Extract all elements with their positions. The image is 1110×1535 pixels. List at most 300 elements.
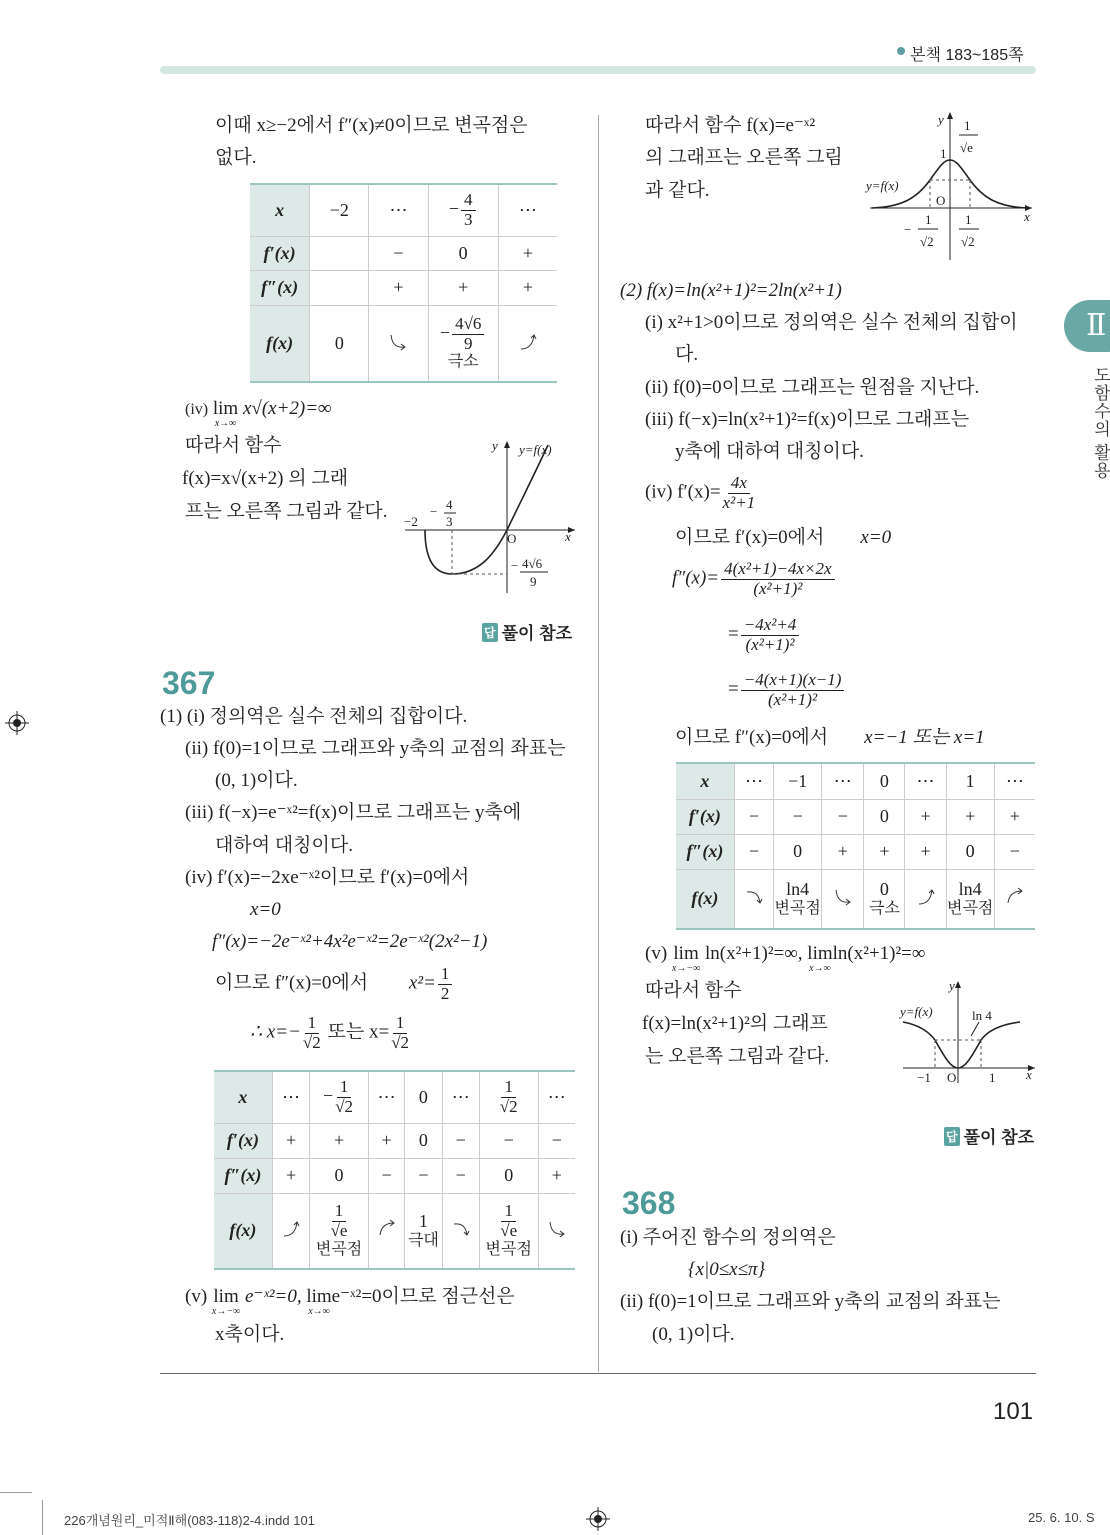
- row-header-cell: [250, 236, 310, 270]
- table-cell: [479, 1193, 538, 1269]
- problem-number: 367: [162, 665, 216, 701]
- cell-value: ⋯: [451, 1086, 470, 1107]
- cell-value: −: [503, 1130, 514, 1151]
- text: 이므로 f″(x)=0에서: [215, 972, 369, 994]
- text-line: (ii) f(0)=1이므로 그래프와 y축의 교점의 좌표는: [620, 1291, 1001, 1312]
- numerator: 1: [393, 1014, 408, 1034]
- text-line: (i) 주어진 함수의 정의역은: [620, 1227, 836, 1248]
- cell-note: 변곡점: [774, 899, 821, 917]
- table-cell: [310, 1158, 369, 1193]
- column-divider: [598, 115, 599, 1372]
- text-line: (iii) f(−x)=ln(x²+1)²=f(x)이므로 그래프는: [645, 409, 970, 430]
- numerator: 1: [337, 1078, 352, 1098]
- cell-value: −: [837, 806, 848, 827]
- table-cell: [734, 799, 773, 834]
- table-cell: [442, 1193, 479, 1269]
- denominator: (x²+1)²: [768, 689, 818, 709]
- variation-table-1: [250, 183, 557, 383]
- cell-value: ⋯: [518, 199, 537, 220]
- fraction: [452, 315, 484, 353]
- tick-label: −: [904, 222, 912, 237]
- text-line: 따라서 함수: [185, 435, 282, 456]
- table-cell: [405, 1158, 442, 1193]
- lim-sub: x→∞: [809, 963, 831, 974]
- lim-text: lim: [212, 398, 239, 419]
- label: (iv): [185, 401, 209, 418]
- cell-value: −: [455, 1165, 466, 1186]
- limit: [212, 1287, 240, 1317]
- denominator: √2: [391, 1032, 410, 1052]
- cell-value: ⋯: [547, 1086, 566, 1107]
- table-cell: [864, 869, 905, 929]
- text-line: x축이다.: [215, 1324, 285, 1345]
- cell-value: +: [522, 277, 533, 298]
- cell-value: +: [879, 841, 890, 862]
- fraction: [723, 474, 756, 512]
- table-cell: [734, 834, 773, 869]
- curve: [903, 1022, 1020, 1068]
- text-line: 따라서 함수 f(x)=e⁻ˣ²: [645, 115, 816, 136]
- table-cell: [822, 763, 864, 799]
- table-cell: [310, 184, 369, 236]
- table-row: [676, 799, 1035, 834]
- cell-value: f″(x): [261, 277, 299, 298]
- text-line: y축에 대하여 대칭이다.: [675, 441, 864, 462]
- cell-value: 1: [965, 770, 975, 791]
- table-row: [676, 869, 1035, 929]
- table-cell: [368, 1193, 404, 1269]
- table-cell: [428, 270, 498, 305]
- expression: e⁻ˣ²=0,: [244, 1286, 302, 1307]
- cell-value: ln4: [958, 879, 982, 900]
- lim-text: lim: [306, 1286, 332, 1307]
- denominator: √e: [330, 1221, 348, 1241]
- expression: f″(x)=: [672, 567, 720, 589]
- text-line: [675, 728, 985, 747]
- variation-table-3: [676, 762, 1035, 930]
- dec-concave-up-arrow-icon: [547, 1218, 567, 1238]
- cell-note: 변곡점: [315, 1240, 363, 1258]
- cell-value: 1: [418, 1211, 428, 1232]
- row-header-cell: [676, 869, 734, 929]
- cell-value: 0: [793, 841, 803, 862]
- cell-value: f″(x): [224, 1165, 262, 1186]
- cell-value: +: [920, 841, 931, 862]
- table-cell: [368, 1071, 404, 1123]
- inc-concave-up-arrow-icon: [916, 886, 936, 906]
- text-line: 따라서 함수: [645, 980, 742, 1001]
- table-cell: [498, 236, 557, 270]
- y-label: y: [938, 112, 944, 127]
- text-line: (ii) f(0)=0이므로 그래프는 원점을 지난다.: [645, 377, 980, 398]
- limit: [213, 399, 238, 429]
- text-line: [645, 474, 757, 512]
- fraction: [391, 1014, 409, 1052]
- table-cell: [428, 305, 498, 382]
- sign: −: [439, 322, 451, 343]
- table-row: [250, 305, 557, 382]
- dec-concave-down-arrow-icon: [744, 886, 764, 906]
- table-cell: [864, 763, 905, 799]
- text-line: 다.: [675, 344, 699, 365]
- table-cell: [368, 1123, 404, 1158]
- cell-value: 0: [334, 332, 344, 353]
- cell-value: f(x): [266, 332, 294, 353]
- registration-mark-icon: [586, 1507, 610, 1531]
- table-cell: [479, 1158, 538, 1193]
- cell-value: +: [285, 1165, 297, 1186]
- fraction: [461, 191, 476, 229]
- fraction: [741, 671, 845, 709]
- cell-value: x: [275, 199, 285, 220]
- cell-value: 0: [965, 841, 975, 862]
- cell-value: −: [748, 806, 760, 827]
- table-cell: [864, 799, 905, 834]
- table-cell: [272, 1158, 309, 1193]
- fraction: [335, 1078, 353, 1116]
- text-line: [645, 944, 925, 974]
- fraction: [500, 1078, 518, 1116]
- cell-value: +: [551, 1165, 562, 1186]
- row-header-cell: [250, 184, 310, 236]
- cell-value: −: [418, 1165, 429, 1186]
- cell-value: +: [965, 806, 976, 827]
- cell-value: 0: [418, 1130, 428, 1151]
- table-cell: [272, 1193, 309, 1269]
- table-cell: [310, 1123, 369, 1158]
- table-cell: [405, 1071, 442, 1123]
- cell-value: f′(x): [226, 1130, 259, 1151]
- cell-value: +: [393, 277, 404, 298]
- graph-3: [895, 978, 1040, 1088]
- text-line: (iii) f(−x)=e⁻ˣ²=f(x)이므로 그래프는 y축에: [185, 802, 522, 823]
- numerator: 1: [305, 1014, 320, 1034]
- table-row: [250, 236, 557, 270]
- text-line: [250, 1014, 411, 1052]
- table-cell: [538, 1071, 575, 1123]
- inc-concave-down-arrow-icon: [377, 1218, 397, 1238]
- denominator: x²+1: [722, 492, 756, 512]
- cell-value: ⋯: [282, 1086, 301, 1107]
- table-cell: [946, 799, 994, 834]
- variation-table-2: [214, 1070, 575, 1270]
- text-line: x=0: [250, 899, 281, 920]
- curve: [425, 445, 548, 574]
- answer-reference: [482, 619, 572, 644]
- text-line: 의 그래프는 오른쪽 그림: [645, 147, 843, 168]
- table-cell: [994, 834, 1035, 869]
- table-cell: [428, 236, 498, 270]
- text: 이므로 f″(x)=0에서: [675, 727, 829, 748]
- inc-concave-up-arrow-icon: [281, 1218, 301, 1238]
- origin-label: O: [947, 1070, 957, 1085]
- table-row: [676, 834, 1035, 869]
- table-row: [214, 1193, 575, 1269]
- text-line: (2) f(x)=ln(x²+1)²=2ln(x²+1): [620, 280, 842, 301]
- tick-label: 4: [446, 497, 453, 512]
- table-cell: [822, 834, 864, 869]
- table-cell: [479, 1123, 538, 1158]
- tick-label: √2: [961, 234, 975, 249]
- cell-value: −: [1009, 841, 1020, 862]
- table-cell: [822, 799, 864, 834]
- text-line: 과 같다.: [645, 180, 710, 201]
- table-cell: [405, 1123, 442, 1158]
- lim-sub: x→−∞: [211, 1306, 241, 1317]
- row-header-cell: [214, 1071, 272, 1123]
- text-line: [185, 1287, 515, 1317]
- row-header-cell: [676, 834, 734, 869]
- table-cell: [428, 184, 498, 236]
- denominator: 2: [440, 983, 450, 1003]
- expression: =: [728, 678, 739, 700]
- text-line: f(x)=ln(x²+1)²의 그래프: [642, 1013, 828, 1034]
- tick-label: 1: [964, 118, 971, 133]
- table-row: [250, 184, 557, 236]
- cell-value: x: [700, 770, 710, 791]
- denominator: 9: [464, 333, 473, 353]
- table-cell: [994, 869, 1035, 929]
- lim-sub: x→∞: [308, 1306, 330, 1317]
- header-bar: [160, 66, 1036, 74]
- text-line: f″(x)=−2e⁻ˣ²+4x²e⁻ˣ²=2e⁻ˣ²(2x²−1): [212, 931, 488, 952]
- label: (v): [645, 943, 668, 964]
- text: 또는 x=: [327, 1021, 390, 1043]
- numerator: 1: [501, 1202, 516, 1222]
- cell-value: f″(x): [686, 841, 724, 862]
- crop-mark: [0, 1492, 32, 1493]
- expression: x=0: [860, 527, 892, 548]
- lim-text: lim: [213, 1286, 239, 1307]
- cell-value: 0: [418, 1086, 428, 1107]
- text-line: (iv) f′(x)=−2xe⁻ˣ²이므로 f′(x)=0에서: [185, 867, 470, 888]
- table-cell: [905, 763, 946, 799]
- table-cell: [498, 184, 557, 236]
- text-line: [215, 965, 454, 1003]
- bullet-icon: [897, 47, 905, 55]
- limit: [306, 1287, 331, 1317]
- label: (v): [185, 1286, 208, 1307]
- expression: x=−1 또는 x=1: [864, 727, 985, 748]
- numerator: 1: [501, 1078, 516, 1098]
- expression: ln(x²+1)²=∞,: [704, 943, 803, 964]
- table-cell: [442, 1123, 479, 1158]
- cell-value: +: [333, 1130, 345, 1151]
- graph-2: [862, 108, 1037, 263]
- tick-label: 1: [940, 146, 947, 161]
- text-line: (ii) f(0)=1이므로 그래프와 y축의 교점의 좌표는: [185, 738, 566, 759]
- x-label: x: [1024, 209, 1030, 224]
- table-cell: [946, 763, 994, 799]
- fraction: [741, 616, 800, 654]
- cell-value: 0: [879, 806, 889, 827]
- x-label: x: [565, 529, 571, 544]
- text-line: (i) x²+1>0이므로 정의역은 실수 전체의 집합이: [645, 312, 1018, 333]
- cell-value: +: [381, 1130, 392, 1151]
- tick-label: −: [430, 504, 438, 519]
- limit: [672, 944, 700, 974]
- table-cell: [822, 869, 864, 929]
- table-cell: [310, 270, 369, 305]
- table-row: [250, 270, 557, 305]
- footer-divider: [160, 1373, 1036, 1374]
- table-cell: [994, 763, 1035, 799]
- dec-concave-down-arrow-icon: [451, 1218, 471, 1238]
- fraction: [438, 965, 453, 1003]
- dec-concave-up-arrow-icon: [388, 331, 408, 351]
- text-line: f(x)=x√(x+2) 의 그래: [182, 468, 349, 489]
- table-cell: [538, 1123, 575, 1158]
- curve-label: y=f(x): [900, 1004, 933, 1019]
- answer-badge: 답: [944, 1127, 960, 1146]
- numerator: 1: [438, 965, 453, 985]
- cell-value: ⋯: [916, 770, 935, 791]
- curve-label: y=f(x): [519, 442, 552, 457]
- cell-value: −2: [329, 199, 349, 220]
- inc-concave-down-arrow-icon: [1005, 886, 1025, 906]
- row-header-cell: [214, 1158, 272, 1193]
- cell-value: 0: [879, 770, 889, 791]
- tick-label: √e: [960, 140, 973, 155]
- denominator: 3: [464, 209, 473, 229]
- cell-value: 0: [504, 1165, 514, 1186]
- text-line: 대하여 대칭이다.: [215, 835, 353, 856]
- numerator: 1: [332, 1202, 347, 1222]
- tick-label: −1: [917, 1070, 931, 1085]
- expression: =: [728, 623, 739, 645]
- table-cell: [774, 834, 822, 869]
- cell-value: +: [1009, 806, 1020, 827]
- x-label: x: [1026, 1067, 1032, 1082]
- table-cell: [272, 1071, 309, 1123]
- table-cell: [498, 305, 557, 382]
- expression: (iv) f′(x)=: [645, 481, 721, 503]
- graph-1: [400, 438, 580, 598]
- cell-note: 극소: [447, 353, 479, 371]
- inc-concave-up-arrow-icon: [518, 331, 538, 351]
- fraction: [721, 560, 834, 598]
- tick-label: ln 4: [972, 1008, 992, 1023]
- expression: ∴ x=−: [250, 1021, 301, 1043]
- cell-note: 극대: [407, 1231, 439, 1249]
- text-line: 없다.: [215, 147, 257, 168]
- denominator: (x²+1)²: [753, 578, 803, 598]
- row-header-cell: [676, 763, 734, 799]
- cell-value: −: [748, 841, 760, 862]
- cell-value: +: [285, 1130, 297, 1151]
- cell-value: +: [837, 841, 848, 862]
- table-cell: [946, 869, 994, 929]
- y-label: y: [949, 978, 955, 993]
- table-cell: [538, 1158, 575, 1193]
- table-row: [214, 1158, 575, 1193]
- text-line: {x|0≤x≤π}: [688, 1259, 766, 1280]
- expression: x²=: [408, 972, 436, 994]
- text-line: (1) (i) 정의역은 실수 전체의 집합이다.: [160, 706, 468, 727]
- lim-sub: x→−∞: [671, 963, 701, 974]
- row-header-cell: [250, 305, 310, 382]
- table-cell: [734, 763, 773, 799]
- answer-badge: 답: [482, 623, 498, 642]
- expression: x√(x+2)=∞: [242, 398, 332, 419]
- answer-text: 풀이 참조: [501, 624, 573, 643]
- origin-label: O: [936, 193, 946, 208]
- registration-mark-icon: [5, 711, 29, 735]
- tick-label: −: [511, 558, 519, 573]
- origin-label: O: [507, 531, 517, 546]
- numerator: −4(x+1)(x−1): [741, 671, 845, 691]
- tick-label: 4√6: [522, 556, 543, 571]
- answer-reference: [944, 1123, 1034, 1148]
- cell-value: 0: [879, 879, 889, 900]
- cell-value: 0: [458, 242, 468, 263]
- table-cell: [774, 799, 822, 834]
- cell-value: 0: [334, 1165, 344, 1186]
- row-header-cell: [676, 799, 734, 834]
- expression: ln(x²+1)²=∞: [832, 943, 926, 964]
- cell-value: ⋯: [744, 770, 763, 791]
- table-cell: [369, 236, 428, 270]
- row-header-cell: [214, 1193, 272, 1269]
- numerator: 4(x²+1)−4x×2x: [721, 560, 834, 580]
- cell-value: −: [551, 1130, 562, 1151]
- dec-concave-up-arrow-icon: [833, 886, 853, 906]
- numerator: −4x²+4: [741, 616, 800, 636]
- cell-value: −: [381, 1165, 392, 1186]
- tick-label: 1: [925, 212, 932, 227]
- footer-filename: 226개념원리_미적Ⅱ해(083-118)2-4.indd 101: [64, 1513, 315, 1528]
- table-cell: [498, 270, 557, 305]
- arrow-icon: [947, 112, 953, 119]
- table-cell: [369, 184, 428, 236]
- tick-label: 1: [965, 212, 972, 227]
- cell-value: +: [920, 806, 931, 827]
- cell-note: 극소: [868, 899, 900, 917]
- y-label: y: [492, 438, 498, 453]
- tick-label: √2: [920, 234, 934, 249]
- lim-sub: x→∞: [214, 418, 237, 429]
- textbook-page-reference: 본책 183~185쪽: [910, 47, 1024, 64]
- table-cell: [905, 834, 946, 869]
- sign: −: [323, 1085, 334, 1106]
- fraction: [331, 1202, 348, 1240]
- table-cell: [946, 834, 994, 869]
- cell-value: x: [238, 1086, 248, 1107]
- denominator: √2: [335, 1096, 354, 1116]
- text-line: [675, 528, 891, 547]
- footer-date: 25. 6. 10. S: [1028, 1510, 1095, 1525]
- answer-text: 풀이 참조: [963, 1128, 1035, 1147]
- text-line: [672, 560, 837, 598]
- lim-text: lim: [807, 943, 833, 964]
- cell-value: −: [792, 806, 803, 827]
- table-cell: [994, 799, 1035, 834]
- arrow-icon: [504, 441, 510, 448]
- table-cell: [864, 834, 905, 869]
- cell-value: ln4: [786, 879, 810, 900]
- chapter-title: 도함수의 활용: [1091, 366, 1110, 480]
- tick-label: 1: [989, 1070, 996, 1085]
- table-cell: [734, 869, 773, 929]
- table-cell: [905, 869, 946, 929]
- cell-value: −: [455, 1130, 466, 1151]
- table-cell: [310, 236, 369, 270]
- tick-label: 3: [446, 514, 453, 529]
- cell-value: −: [393, 242, 404, 263]
- row-header-cell: [250, 270, 310, 305]
- cell-note: 변곡점: [485, 1240, 532, 1258]
- crop-mark: [42, 1500, 43, 1535]
